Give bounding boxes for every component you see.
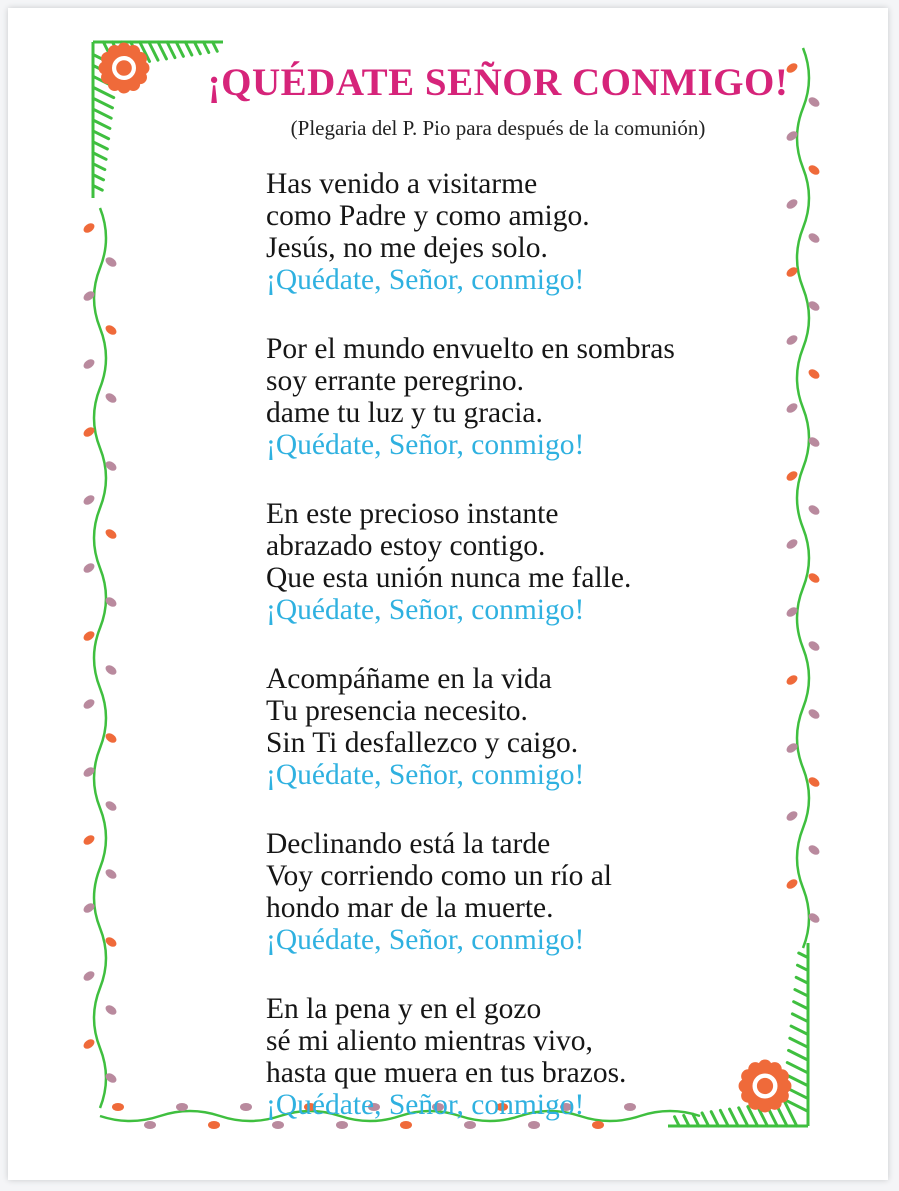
stanza-4	[266, 663, 786, 791]
stanza-2	[266, 333, 786, 461]
verse-line: Que esta unión nunca me falle.	[266, 562, 632, 594]
stanza-1	[266, 168, 786, 296]
stanza-5	[266, 828, 786, 956]
prayer-card	[8, 8, 888, 1180]
verse-line: Por el mundo envuelto en sombras	[266, 333, 675, 365]
refrain-line: ¡Quédate, Señor, conmigo!	[266, 924, 585, 956]
refrain-line: ¡Quédate, Señor, conmigo!	[266, 429, 585, 461]
vine-border-right	[785, 48, 821, 948]
verse-line: hondo mar de la muerte.	[266, 892, 554, 924]
refrain-line: ¡Quédate, Señor, conmigo!	[266, 1089, 585, 1121]
page-title: ¡QUÉDATE SEÑOR CONMIGO!	[207, 61, 789, 104]
poem	[266, 168, 786, 1158]
vine-border-left	[82, 208, 118, 1108]
vine-icon	[82, 208, 118, 1108]
verse-line: hasta que muera en tus brazos.	[266, 1057, 627, 1089]
vine-icon	[785, 48, 821, 948]
verse-line: En este precioso instante	[266, 498, 559, 530]
verse-line: Declinando está la tarde	[266, 828, 551, 860]
verse-line: abrazado estoy contigo.	[266, 530, 546, 562]
verse-line: Acompáñame en la vida	[266, 663, 552, 695]
page-subtitle: (Plegaria del P. Pio para después de la comunión)	[290, 116, 706, 140]
verse-line: dame tu luz y tu gracia.	[266, 397, 543, 429]
verse-line: Has venido a visitarme	[266, 168, 538, 200]
refrain-line: ¡Quédate, Señor, conmigo!	[266, 594, 585, 626]
verse-line: como Padre y como amigo.	[266, 200, 590, 232]
verse-line: En la pena y en el gozo	[266, 993, 542, 1025]
verse-line: Voy corriendo como un río al	[266, 860, 613, 892]
verse-line: Tu presencia necesito.	[266, 695, 528, 727]
verse-line: Jesús, no me dejes solo.	[266, 232, 548, 264]
stanza-3	[266, 498, 786, 626]
verse-line: Sin Ti desfallezco y caigo.	[266, 727, 579, 759]
verse-line: soy errante peregrino.	[266, 365, 525, 397]
verse-line: sé mi aliento mientras vivo,	[266, 1025, 593, 1057]
stanza-6	[266, 993, 786, 1121]
refrain-line: ¡Quédate, Señor, conmigo!	[266, 264, 585, 296]
refrain-line: ¡Quédate, Señor, conmigo!	[266, 759, 585, 791]
